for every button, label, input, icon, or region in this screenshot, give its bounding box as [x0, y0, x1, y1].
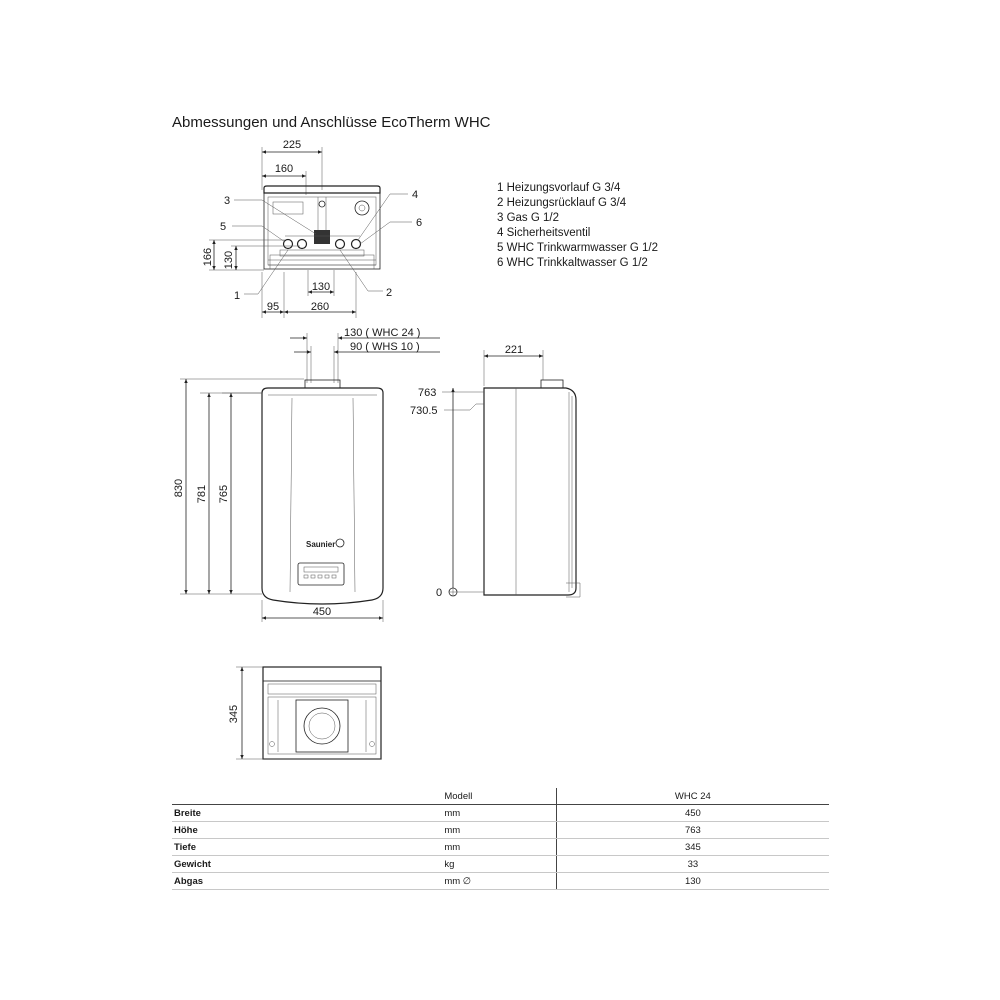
dim-130-horizontal: 130 — [311, 281, 331, 293]
table-row — [172, 873, 829, 890]
row-unit: mm — [442, 805, 556, 822]
dim-130-vertical: 130 — [223, 250, 235, 270]
row-unit: kg — [442, 856, 556, 873]
legend-item: 5 WHC Trinkwarmwasser G 1/2 — [497, 242, 659, 254]
table-header-model: Modell — [442, 788, 556, 805]
side-view — [410, 344, 580, 599]
row-label: Tiefe — [172, 839, 442, 856]
height-765: 765 — [218, 484, 230, 504]
dim-260: 260 — [310, 301, 330, 313]
row-value: 33 — [556, 856, 829, 873]
table-row — [172, 839, 829, 856]
table-header-cell — [172, 788, 442, 805]
label-3: 3 — [224, 195, 231, 207]
row-label: Breite — [172, 805, 442, 822]
legend-item: 2 Heizungsrücklauf G 3/4 — [497, 197, 627, 209]
depth-221: 221 — [504, 344, 524, 356]
label-6: 6 — [416, 217, 423, 229]
table-header-whc24: WHC 24 — [556, 788, 829, 805]
row-label: Höhe — [172, 822, 442, 839]
label-2: 2 — [386, 287, 393, 299]
legend-item: 4 Sicherheitsventil — [497, 227, 591, 239]
legend-item: 1 Heizungsvorlauf G 3/4 — [497, 182, 621, 194]
bottom-view — [228, 667, 381, 759]
row-unit: mm ∅ — [442, 873, 556, 890]
depth-345: 345 — [228, 704, 240, 724]
row-unit: mm — [442, 822, 556, 839]
height-830: 830 — [173, 478, 185, 498]
table-row — [172, 805, 829, 822]
dim-160: 160 — [274, 163, 294, 175]
flue-whs: 90 ( WHS 10 ) — [350, 341, 420, 353]
flue-whc: 130 ( WHC 24 ) — [344, 327, 421, 339]
height-730-5: 730.5 — [410, 405, 438, 417]
front-view — [173, 327, 443, 622]
label-5: 5 — [220, 221, 227, 233]
legend-item: 6 WHC Trinkkaltwasser G 1/2 — [497, 257, 648, 269]
table-header-row — [172, 788, 829, 805]
label-4: 4 — [412, 189, 419, 201]
page-title: Abmessungen und Anschlüsse EcoTherm WHC — [172, 114, 491, 131]
height-763: 763 — [418, 387, 437, 399]
top-view — [202, 139, 422, 318]
width-450: 450 — [312, 606, 332, 618]
zero-level: 0 — [436, 587, 443, 599]
row-value: 763 — [556, 822, 829, 839]
brand-logo: Saunier — [306, 540, 336, 549]
legend-item: 3 Gas G 1/2 — [497, 212, 560, 224]
table-row — [172, 856, 829, 873]
row-value: 450 — [556, 805, 829, 822]
row-label: Gewicht — [172, 856, 442, 873]
spec-table — [172, 788, 829, 890]
label-1: 1 — [234, 290, 241, 302]
dim-95: 95 — [266, 301, 280, 313]
height-781: 781 — [196, 484, 208, 504]
dim-166: 166 — [202, 247, 214, 267]
row-label: Abgas — [172, 873, 442, 890]
dim-225: 225 — [282, 139, 302, 151]
row-value: 345 — [556, 839, 829, 856]
row-unit: mm — [442, 839, 556, 856]
row-value: 130 — [556, 873, 829, 890]
table-row — [172, 822, 829, 839]
